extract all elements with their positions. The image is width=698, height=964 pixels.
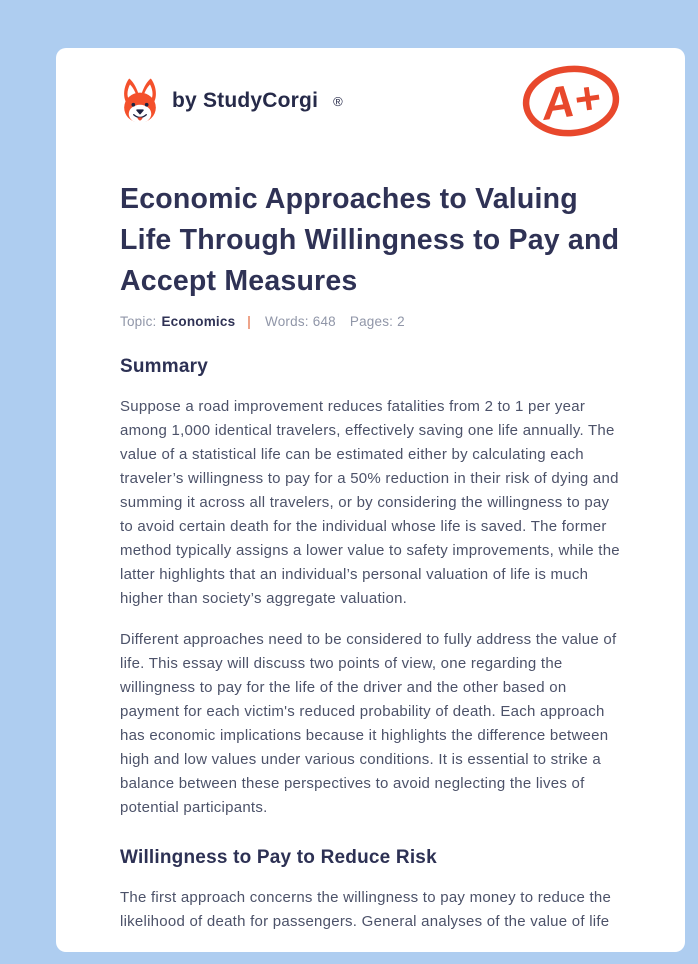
document-card	[56, 48, 685, 952]
topic-link[interactable]: Economics	[161, 314, 236, 329]
meta-separator: |	[247, 314, 252, 329]
pages-label: Pages:	[349, 314, 394, 329]
aplus-badge-text: A+	[538, 71, 604, 130]
article-title: Economic Approaches to Valuing Life Through Willingness to Pay and Accept Measures	[120, 183, 620, 297]
aplus-grade-badge-icon	[520, 62, 622, 140]
registered-trademark-mark: ®	[333, 93, 343, 109]
words-label: Words:	[265, 314, 309, 329]
document-header	[120, 63, 622, 139]
topic-label: Topic:	[120, 314, 157, 329]
article-meta-row	[120, 314, 622, 329]
brand-label: by StudyCorgi	[172, 89, 319, 112]
willingness-paragraph-1: The first approach concerns the willingness to pay money to reduce the likelihood of death for passengers. General analyses of the value of life	[120, 889, 612, 930]
section-heading-summary: Summary	[120, 356, 208, 377]
section-heading-willingness-to-pay: Willingness to Pay to Reduce Risk	[120, 847, 437, 868]
studycorgi-brand-link[interactable]	[120, 77, 343, 125]
pages-value: 2	[397, 314, 405, 329]
corgi-face-icon	[120, 77, 160, 125]
summary-paragraph-2: Different approaches need to be considered to fully address the value of life. This essay will discuss two points of view, one regarding the willingness to pay for the life of the driver and the other based on payment for each victim's reduced probability of death. Each approach has economic implications because it highlights the difference between high and low values under various conditions. It is essential to strike a balance between these perspectives to avoid neglecting the lives of potential participants.	[120, 631, 617, 816]
summary-paragraph-1: Suppose a road improvement reduces fatalities from 2 to 1 per year among 1,000 identical travelers, effectively saving one life annually. The value of a statistical life can be estimated either by calculating each traveler’s willingness to pay for a 50% reduction in their risk of dying and summing it across all travelers, or by considering the willingness to pay to avoid certain death for the individual whose life is saved. The former method typically assigns a lower value to safety improvements, while the latter highlights that an individual’s personal valuation of life is much higher than society’s aggregate valuation.	[120, 398, 620, 607]
words-value: 648	[312, 314, 336, 329]
